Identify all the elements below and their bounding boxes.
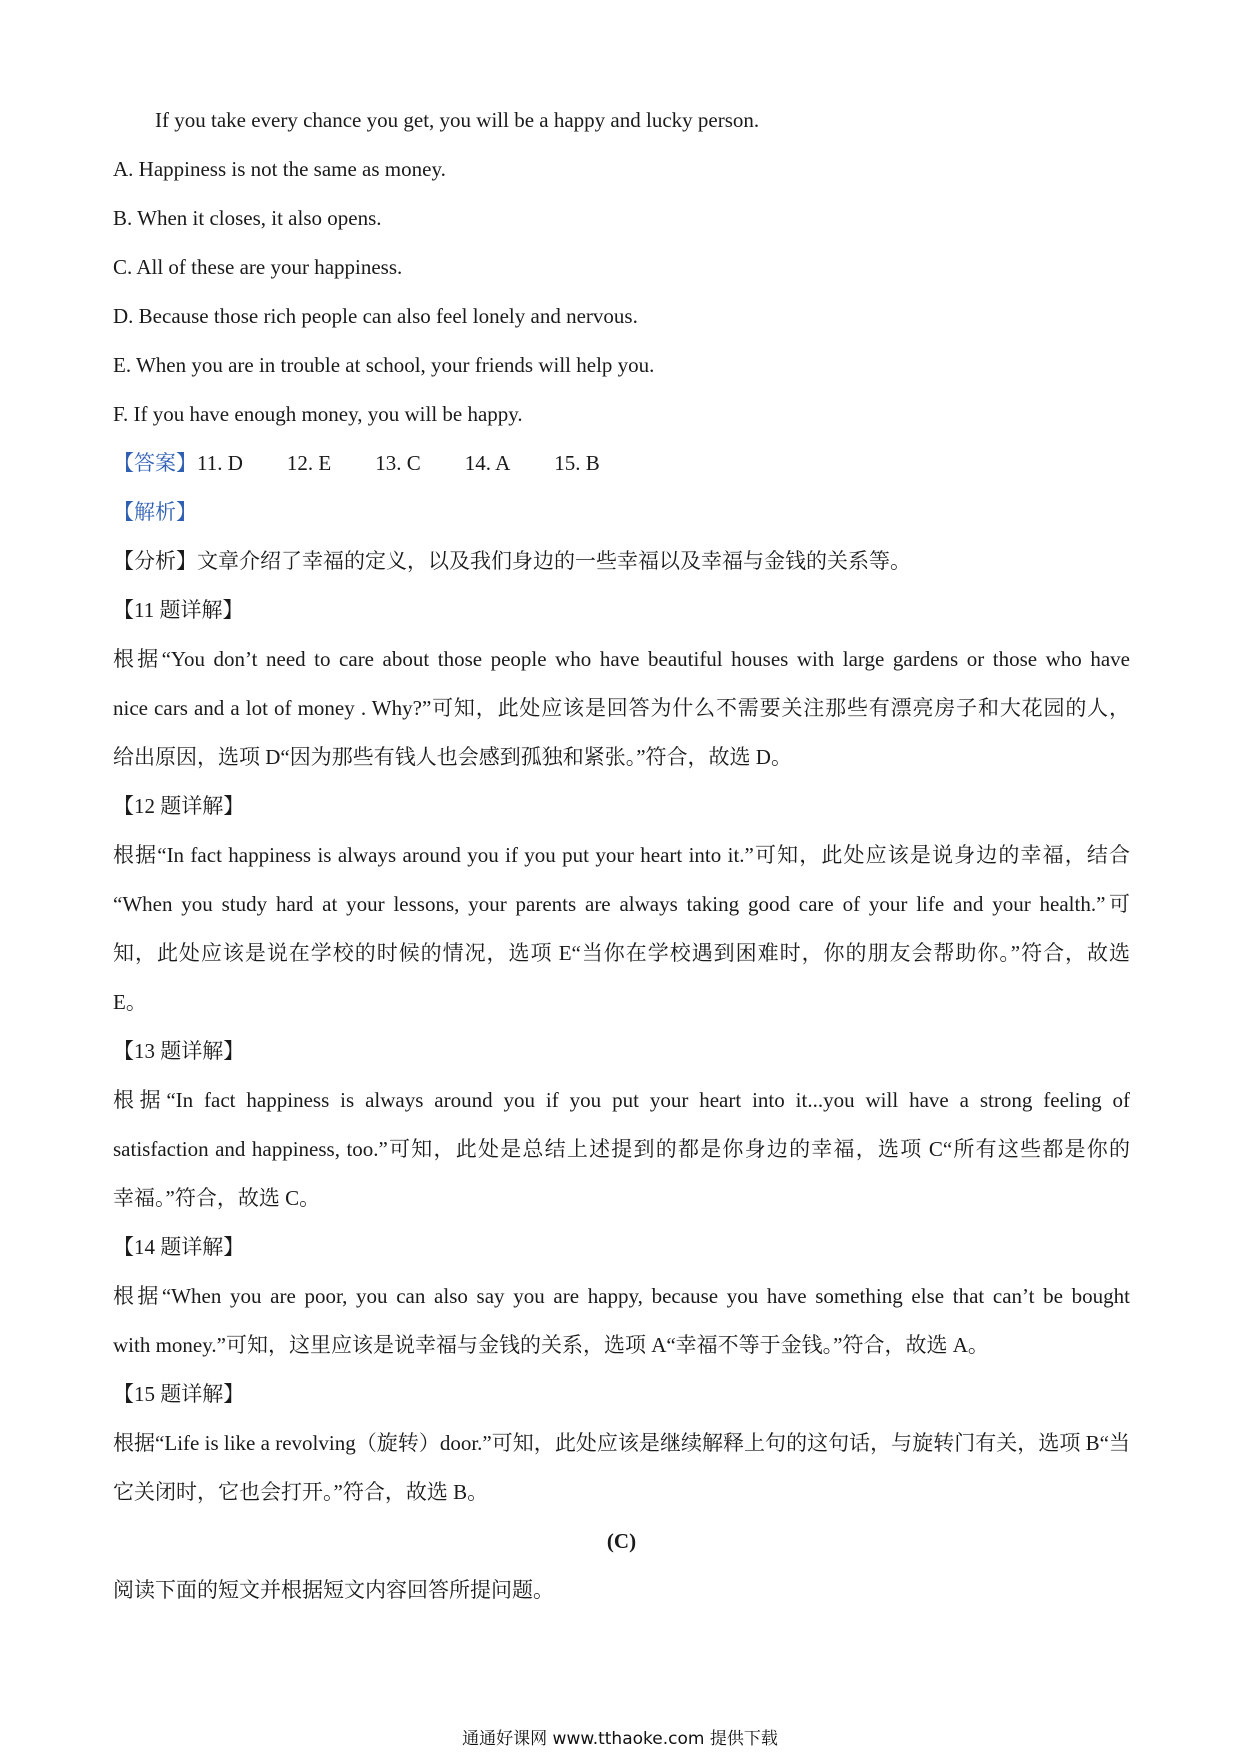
intro-line: If you take every chance you get, you will be a happy and lucky person. <box>155 108 760 132</box>
option-e: E. When you are in trouble at school, your friends will help you. <box>113 353 655 377</box>
option-c: C. All of these are your happiness. <box>113 255 403 279</box>
answer-13: 13. C <box>375 451 421 475</box>
answer-11: 11. D <box>197 451 243 475</box>
q11-line: 根据“You don’t need to care about those people who have beautiful houses with large gardens or those who have <box>113 647 1130 671</box>
option-list <box>113 145 1130 439</box>
q13-line: satisfaction and happiness, too.”可知，此处是总结上述提到的都是你身边的幸福，选项 C“所有这些都是你的 <box>113 1137 1130 1161</box>
q11-line: 给出原因，选项 D“因为那些有钱人也会感到孤独和紧张。”符合，故选 D。 <box>113 745 792 769</box>
answer-12: 12. E <box>286 451 332 475</box>
q12-line: 知，此处应该是说在学校的时候的情况，选项 E“当你在学校遇到困难时，你的朋友会帮助你。”符合，故选 <box>113 941 1130 965</box>
q13-line: 根据“In fact happiness is always around you if you put your heart into it...you will have a strong feeling of <box>113 1088 1130 1112</box>
q11-line: nice cars and a lot of money . Why?”可知，此处应该是回答为什么不需要关注那些有漂亮房子和大花园的人， <box>113 696 1130 720</box>
option-b: B. When it closes, it also opens. <box>113 206 382 230</box>
q11-heading: 【11 题详解】 <box>113 598 244 622</box>
answer-row <box>113 439 1130 488</box>
page-content <box>113 96 1130 1615</box>
option-d: D. Because those rich people can also feel lonely and nervous. <box>113 304 638 328</box>
analysis-label: 【解析】 <box>113 500 197 524</box>
summary-line: 【分析】文章介绍了幸福的定义，以及我们身边的一些幸福以及幸福与金钱的关系等。 <box>113 549 911 573</box>
q14-line: 根据“When you are poor, you can also say you are happy, because you have something else that can’t be bought <box>113 1284 1130 1308</box>
answer-14: 14. A <box>464 451 511 475</box>
option-a: A. Happiness is not the same as money. <box>113 157 446 181</box>
answer-15: 15. B <box>554 451 600 475</box>
q12-line: E。 <box>113 990 147 1014</box>
section-title: (C) <box>606 1529 637 1553</box>
q12-heading: 【12 题详解】 <box>113 794 245 818</box>
q15-heading: 【15 题详解】 <box>113 1382 245 1406</box>
q15-line: 它关闭时，它也会打开。”符合，故选 B。 <box>113 1480 489 1504</box>
q12-line: 根据“In fact happiness is always around you if you put your heart into it.”可知，此处应该是说身边的幸福，结合 <box>113 843 1130 867</box>
q14-heading: 【14 题详解】 <box>113 1235 245 1259</box>
q13-line: 幸福。”符合，故选 C。 <box>113 1186 321 1210</box>
q12-line: “When you study hard at your lessons, your parents are always taking good care of your life and your health.”可 <box>113 892 1130 916</box>
section-instruction: 阅读下面的短文并根据短文内容回答所提问题。 <box>113 1578 554 1602</box>
q14-line: with money.”可知，这里应该是说幸福与金钱的关系，选项 A“幸福不等于金钱。”符合，故选 A。 <box>113 1333 989 1357</box>
q15-line: 根据“Life is like a revolving（旋转）door.”可知，此处应该是继续解释上句的这句话，与旋转门有关，选项 B“当 <box>113 1431 1130 1455</box>
q13-heading: 【13 题详解】 <box>113 1039 245 1063</box>
page-footer: 通通好课网 www.tthaoke.com 提供下载 <box>462 1729 778 1749</box>
answer-label: 【答案】 <box>113 451 197 475</box>
option-f: F. If you have enough money, you will be happy. <box>113 402 523 426</box>
